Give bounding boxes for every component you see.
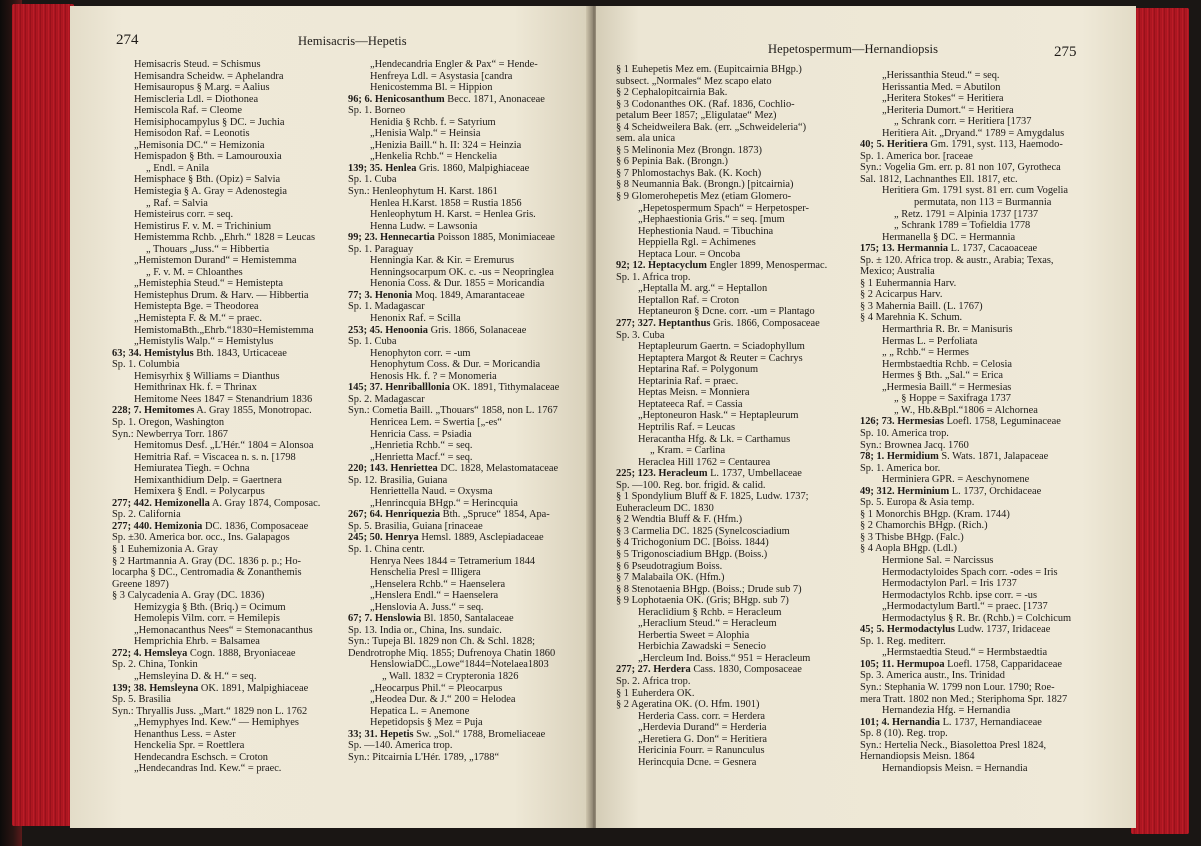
entry-line: Henleophytum H. Karst. = Henlea Gris. xyxy=(370,209,536,221)
entry-line: „Hepetospermum Spach“ = Herpetosper- xyxy=(638,202,809,214)
entry-line: „Henrincquia BHgp.“ = Herincquia xyxy=(370,497,518,509)
entry-line: Henricea Lem. = Swertia [„-es“ xyxy=(370,416,502,428)
entry-line: Henckelia Spr. = Roettlera xyxy=(134,740,245,752)
entry-line: „ Retz. 1791 = Alpinia 1737 [1737 xyxy=(894,208,1039,220)
entry-line: Sp. 5. Brasilia, Guiana [rinaceae xyxy=(348,520,483,532)
genus-entry-heading: 277; 442. Hemizonella A. Gray 1874, Composac. xyxy=(112,497,321,509)
entry-line: Hermodactylon Parl. = Iris 1737 xyxy=(882,578,1017,590)
entry-line: „Hemistephia Steud.“ = Hemistepta xyxy=(134,278,283,290)
entry-line: Herbichia Zawadski = Senecio xyxy=(638,641,766,653)
entry-line: „ Schrank 1789 = Tofieldia 1778 xyxy=(894,220,1031,232)
entry-line: Sp. —100. Reg. bor. frigid. & calid. xyxy=(616,479,766,491)
genus-entry-heading: 99; 23. Hennecartia Poisson 1885, Monimiaceae xyxy=(348,232,555,244)
entry-line: „ Thouars „Juss.“ = Hibbertia xyxy=(146,243,270,255)
entry-line: „Hemistemon Durand“ = Hemistemma xyxy=(134,255,297,267)
entry-line: Hemisandra Scheidw. = Aphelandra xyxy=(134,70,284,82)
left-page xyxy=(70,6,592,828)
entry-line: Hemistemma Rchb. „Ehrh.“ 1828 = Leucas xyxy=(134,232,316,244)
entry-line: Hemisacris Steud. = Schismus xyxy=(134,59,261,70)
entry-line: Sp. 1. Oregon, Washington xyxy=(112,416,225,428)
entry-line: „ Schrank corr. = Heritiera [1737 xyxy=(894,116,1032,128)
entry-line: Heraclidium § Rchb. = Heracleum xyxy=(638,606,782,618)
entry-line: § 2 Cephalopitcairnia Bak. xyxy=(616,87,728,99)
entry-line: Henriettella Naud. = Oxysma xyxy=(370,486,493,498)
right-column-1 xyxy=(616,64,866,768)
entry-line: „Heraclium Steud.“ = Heracleum xyxy=(638,618,777,630)
entry-line: Hephestionia Naud. = Tibuchina xyxy=(638,225,774,237)
entry-line: Herderia Cass. corr. = Herdera xyxy=(638,710,766,722)
genus-entry-heading: 63; 34. Hemistylus Bth. 1843, Urticaceae xyxy=(112,347,287,359)
entry-line: Henningsocarpum OK. c. -us = Neopringlea xyxy=(370,266,554,278)
entry-line: Henonia Coss. & Dur. 1855 = Moricandia xyxy=(370,278,545,290)
genus-entry-heading: 101; 4. Hernandia L. 1737, Hernandiaceae xyxy=(860,716,1042,728)
entry-line: „Herdevia Durand“ = Herderia xyxy=(638,722,767,734)
entry-line: „Heptalla M. arg.“ = Heptallon xyxy=(638,283,768,295)
entry-line: Henicostemma Bl. = Hippion xyxy=(370,82,493,94)
entry-line: Hermodactylos Rchb. ipse corr. = -us xyxy=(882,589,1038,601)
entry-line: Hernandiopsis Meisn. 1864 xyxy=(860,751,975,763)
entry-line: „ Wall. 1832 = Crypteronia 1826 xyxy=(382,670,519,682)
entry-line: Hemizygia § Bth. (Briq.) = Ocimum xyxy=(134,601,286,613)
entry-line: subsect. „Normales“ Mez scapo elato xyxy=(616,75,772,87)
entry-line: § 6 Pepinia Bak. (Brongn.) xyxy=(616,156,728,168)
entry-line: Sp. 2. Africa trop. xyxy=(616,675,691,687)
entry-line: mera Tratt. 1802 non Med.; Steriphoma Spr. 1827 xyxy=(860,693,1068,705)
running-head: Hemisacris—Hepetis xyxy=(298,34,407,48)
entry-line: § 2 Wendtia Bluff & F. (Hfm.) xyxy=(616,514,743,526)
entry-line: „ W., Hb.&Bpl.“1806 = Alchornea xyxy=(894,404,1038,416)
entry-line: Heptaneuron § Dcne. corr. -um = Plantago xyxy=(638,306,815,318)
entry-line: locarpha § DC., Centromadia & Zonanthemis xyxy=(112,567,302,579)
entry-line: § 2 Acicarpus Harv. xyxy=(860,289,943,301)
entry-line: „ § Hoppe = Saxifraga 1737 xyxy=(894,393,1011,405)
entry-line: Syn.: Hertelia Neck., Biasolettoa Presl 1824, xyxy=(860,739,1047,751)
entry-line: Hemistepta Bge. = Theodorea xyxy=(134,301,259,313)
page-edges-right xyxy=(1131,8,1189,834)
entry-line: Heptarinia Raf. = praec. xyxy=(638,375,739,387)
genus-entry-heading: 175; 13. Hermannia L. 1737, Cacaoaceae xyxy=(860,243,1038,255)
entry-line: Heraclea Hill 1762 = Centaurea xyxy=(638,456,771,468)
genus-entry-heading: 272; 4. Hemsleya Cogn. 1888, Bryoniaceae xyxy=(112,647,296,659)
entry-line: § 3 Mahernia Baill. (L. 1767) xyxy=(860,300,983,312)
entry-line: Hermbstaedtia Rchb. = Celosia xyxy=(882,358,1012,370)
entry-line: „Herissanthia Steud.“ = seq. xyxy=(882,70,1000,81)
entry-line: „Henizia Baill.“ h. II: 324 = Heinzia xyxy=(370,139,522,151)
entry-line: „Hemistylis Walp.“ = Hemistylus xyxy=(134,336,274,348)
entry-line: Hemisauropus § M.arg. = Aalius xyxy=(134,82,270,94)
genus-entry-heading: 77; 3. Henonia Moq. 1849, Amarantaceae xyxy=(348,289,525,301)
entry-line: Henanthus Less. = Aster xyxy=(134,728,236,740)
entry-line: Sp. 1. Cuba xyxy=(348,336,397,348)
entry-line: Hemiscola Raf. = Cleome xyxy=(134,105,243,117)
entry-line: Henningia Kar. & Kir. = Eremurus xyxy=(370,255,515,267)
entry-line: Hernandezia Hfg. = Hernandia xyxy=(882,705,1011,717)
entry-line: Syn.: Thryallis Juss. „Mart.“ 1829 non L. 1762 xyxy=(112,705,308,717)
genus-entry-heading: 105; 11. Hermupoa Loefl. 1758, Capparidaceae xyxy=(860,658,1062,670)
entry-line: § 1 Monorchis BHgp. (Kram. 1744) xyxy=(860,508,1010,520)
entry-line: Hernandiopsis Meisn. = Hernandia xyxy=(882,762,1028,774)
entry-line: Hermes § Bth. „Sal.“ = Erica xyxy=(882,370,1003,382)
entry-line: § 5 Melinonia Mez (Brongn. 1873) xyxy=(616,144,763,156)
entry-line: § 7 Malabaila OK. (Hfm.) xyxy=(616,572,725,584)
entry-line: Hepetidopsis § Mez = Puja xyxy=(370,717,483,729)
genus-entry-heading: 78; 1. Hermidium S. Wats. 1871, Jalapaceae xyxy=(860,451,1049,463)
entry-line: Hemisyrhix § Williams = Dianthus xyxy=(134,370,280,382)
entry-line: „Heocarpus Phil.“ = Pleocarpus xyxy=(370,682,503,694)
genus-entry-heading: 228; 7. Hemitomes A. Gray 1855, Monotropac. xyxy=(112,405,312,417)
entry-line: Heptas Meisn. = Monniera xyxy=(638,387,750,399)
running-head: Hepetospermum—Hernandiopsis xyxy=(768,42,939,56)
entry-line: Henrya Nees 1844 = Tetramerium 1844 xyxy=(370,555,536,567)
page-number: 274 xyxy=(116,32,139,48)
entry-line: Heppiella Rgl. = Achimenes xyxy=(638,237,756,249)
entry-line: Sp. 2. China, Tonkin xyxy=(112,659,198,671)
entry-line: „Heriteria Dumort.“ = Heritiera xyxy=(882,104,1014,116)
entry-line: § 7 Phlomostachys Bak. (K. Koch) xyxy=(616,167,762,179)
entry-line: Sp. 5. Brasilia xyxy=(112,694,171,706)
entry-line: Heptaca Lour. = Oncoba xyxy=(638,248,741,260)
entry-line: Syn.: Stephania W. 1799 non Lour. 1790; Roe- xyxy=(860,681,1055,693)
entry-line: Henophytum Coss. & Dur. = Moricandia xyxy=(370,359,541,371)
entry-line: § 3 Codonanthes OK. (Raf. 1836, Cochlio- xyxy=(616,98,795,110)
genus-entry-heading: 67; 7. Henslowia Bl. 1850, Santalaceae xyxy=(348,613,514,625)
entry-line: Sp. ± 120. Africa trop. & austr., Arabia; Texas, xyxy=(860,254,1054,266)
entry-line: Sal. 1812, Lachnanthes Ell. 1817, etc. xyxy=(860,173,1018,185)
genus-entry-heading: 277; 440. Hemizonia DC. 1836, Composaceae xyxy=(112,520,309,532)
entry-line: „Hermstaedtia Steud.“ = Hermbstaedtia xyxy=(882,647,1048,659)
entry-line: „Hemonacanthus Nees“ = Stemonacanthus xyxy=(134,624,313,636)
entry-line: § 9 Glomerohepetis Mez (etiam Glomero- xyxy=(616,191,792,203)
entry-line: Sp. 1. Madagascar xyxy=(348,301,425,313)
entry-line: Herissantia Med. = Abutilon xyxy=(882,81,1001,93)
entry-line: Sp. 1. Reg. mediterr. xyxy=(860,635,946,647)
entry-line: Sp. 1. Paraguay xyxy=(348,243,414,255)
entry-line: Dendrotrophe Miq. 1855; Dufrenoya Chatin 1860 xyxy=(348,647,556,659)
entry-line: Heptaptera Margot & Reuter = Cachrys xyxy=(638,352,803,364)
entry-line: Sp. 3. America austr., Ins. Trinidad xyxy=(860,670,1005,682)
entry-line: „Henisia Walp.“ = Heinsia xyxy=(370,128,481,140)
genus-entry-heading: 45; 5. Hermodactylus Ludw. 1737, Iridaceae xyxy=(860,624,1051,636)
entry-line: § 3 Carmelia DC. 1825 (Synelcosciadium xyxy=(616,525,790,537)
entry-line: Hermarthria R. Br. = Manisuris xyxy=(882,324,1013,336)
genus-entry-heading: 277; 327. Heptanthus Gris. 1866, Composaceae xyxy=(616,318,820,330)
entry-line: „ F. v. M. = Chloanthes xyxy=(146,266,243,278)
entry-line: Syn.: Newberrya Torr. 1867 xyxy=(112,428,228,440)
entry-line: Hendecandra Eschsch. = Croton xyxy=(134,751,268,763)
left-column-2 xyxy=(348,59,580,763)
genus-entry-heading: 126; 73. Hermesias Loefl. 1758, Leguminaceae xyxy=(860,416,1061,428)
entry-line: Syn.: Cometia Baill. „Thouars“ 1858, non L. 1767 xyxy=(348,405,558,417)
entry-line: § 2 Chamorchis BHgp. (Rich.) xyxy=(860,520,988,532)
entry-line: Heptapleurum Gaertn. = Sciadophyllum xyxy=(638,341,805,353)
genus-entry-heading: 245; 50. Henrya Hemsl. 1889, Asclepiadaceae xyxy=(348,532,544,544)
entry-line: § 1 Euhemizonia A. Gray xyxy=(112,543,218,555)
entry-line: § 1 Euhepetis Mez em. (Eupitcairnia BHgp.) xyxy=(616,64,802,75)
entry-line: „Hemisonia DC.“ = Hemizonia xyxy=(134,139,265,151)
entry-line: Hemolepis Vilm. corr. = Hemilepis xyxy=(134,613,280,625)
entry-line: Hemisteirus corr. = seq. xyxy=(134,209,234,221)
entry-line: Henonix Raf. = Scilla xyxy=(370,313,461,325)
entry-line: „Hemsleyina D. & H.“ = seq. xyxy=(134,670,257,682)
entry-line: Henricia Cass. = Psiadia xyxy=(370,428,472,440)
genus-entry-heading: 139; 35. Henlea Gris. 1860, Malpighiaceae xyxy=(348,162,530,174)
entry-line: Mexico; Australia xyxy=(860,266,935,278)
entry-line: „ Kram. = Carlina xyxy=(650,445,726,457)
entry-line: Syn.: Brownea Jacq. 1760 xyxy=(860,439,969,451)
entry-line: Herbertia Sweet = Alophia xyxy=(638,629,750,641)
entry-line: „Henslovia A. Juss.“ = seq. xyxy=(370,601,484,613)
entry-line: Hemistirus F. v. M. = Trichinium xyxy=(134,220,272,232)
entry-line: „Hephaestionia Gris.“ = seq. [mum xyxy=(638,214,785,226)
entry-line: Sp. 1. Columbia xyxy=(112,359,180,371)
page-number: 275 xyxy=(1054,44,1077,60)
entry-line: Sp. 10. America trop. xyxy=(860,427,949,439)
entry-line: Sp. 2. Madagascar xyxy=(348,393,425,405)
entry-line: § 3 Thisbe BHgp. (Falc.) xyxy=(860,531,964,543)
genus-entry-heading: 277; 27. Herdera Cass. 1830, Composaceae xyxy=(616,664,802,676)
entry-line: Hericinia Fourr. = Ranunculus xyxy=(638,745,765,757)
entry-line: permutata, non 113 = Burmannia xyxy=(914,197,1052,209)
entry-line: „Hermesia Baill.“ = Hermesias xyxy=(882,381,1012,393)
entry-line: Henosis Hk. f. ? = Monomeria xyxy=(370,370,497,382)
entry-line: Sp. 5. Europa & Asia temp. xyxy=(860,497,975,509)
entry-line: HemistomaBth.„Ehrb.“1830=Hemistemma xyxy=(134,324,314,336)
entry-line: § 6 Pseudotragium Boiss. xyxy=(616,560,723,572)
genus-entry-heading: 96; 6. Henicosanthum Becc. 1871, Anonaceae xyxy=(348,93,545,105)
entry-line: Hemiscleria Ldl. = Diothonea xyxy=(134,93,259,105)
entry-line: Heptarina Raf. = Polygonum xyxy=(638,364,759,376)
entry-line: Hemitria Raf. = Viscacea n. s. n. [1798 xyxy=(134,451,296,463)
entry-line: Henlea H.Karst. 1858 = Rustia 1856 xyxy=(370,197,522,209)
entry-line: Hemispadon § Bth. = Lamourouxia xyxy=(134,151,282,163)
entry-line: „Heodea Dur. & J.“ 200 = Helodea xyxy=(370,694,516,706)
entry-line: Euheracleum DC. 1830 xyxy=(616,502,714,514)
genus-entry-heading: 145; 37. Henriballlonia OK. 1891, Tithymalaceae xyxy=(348,382,560,394)
entry-line: Henna Ludw. = Lawsonia xyxy=(370,220,478,232)
entry-line: Herminiera GPR. = Aeschynomene xyxy=(882,474,1030,486)
entry-line: Syn.: Tupeja Bl. 1829 non Ch. & Schl. 1828; xyxy=(348,636,536,648)
entry-line: „Heretiera G. Don“ = Heritiera xyxy=(638,733,768,745)
entry-line: Henfreya Ldl. = Asystasia [candra xyxy=(370,70,513,82)
entry-line: § 1 Spondylium Bluff & F. 1825, Ludw. 1737; xyxy=(616,491,809,503)
entry-line: HenslowiaDC.„Lowe“1844=Notelaea1803 xyxy=(370,659,549,671)
entry-line: § 2 Hartmannia A. Gray (DC. 1836 p. p.; Ho- xyxy=(112,555,302,567)
entry-line: Syn.: Vogelia Gm. err. p. 81 non 107, Gyrotheca xyxy=(860,162,1061,174)
entry-line: Hemistephus Drum. & Harv. — Hibbertia xyxy=(134,289,309,301)
entry-line: § 2 Ageratina OK. (O. Hfm. 1901) xyxy=(616,699,760,711)
entry-line: Syn.: Pitcairnia L'Hér. 1789, „1788“ xyxy=(348,751,500,763)
genus-entry-heading: 92; 12. Heptacyclum Engler 1899, Menospermac. xyxy=(616,260,828,272)
entry-line: Sp. 3. Cuba xyxy=(616,329,665,341)
entry-line: Hemixanthidium Delp. = Gaertnera xyxy=(134,474,282,486)
entry-line: § 4 Marehnia K. Schum. xyxy=(860,312,963,324)
entry-line: Heptrilis Raf. = Leucas xyxy=(638,421,736,433)
entry-line: sem. ala unica xyxy=(616,133,676,145)
entry-line: „Heritera Stokes“ = Heritiera xyxy=(882,93,1004,105)
entry-line: „Henkelia Rchb.“ = Henckelia xyxy=(370,151,498,163)
entry-line: petalum Beer 1857; „Eligulatae“ Mez) xyxy=(616,110,777,122)
entry-line: § 3 Calycadenia A. Gray (DC. 1836) xyxy=(112,590,265,602)
entry-line: Hemiuratea Tiegh. = Ochna xyxy=(134,463,250,475)
entry-line: „Henrietia Rchb.“ = seq. xyxy=(370,440,473,452)
entry-line: Henophyton corr. = -um xyxy=(370,347,471,359)
entry-line: Hemithrinax Hk. f. = Thrinax xyxy=(134,382,257,394)
entry-line: Sp. 1. Cuba xyxy=(348,174,397,186)
right-column-2 xyxy=(860,70,1114,774)
entry-line: „Hemyphyes Ind. Kew.“ — Hemiphyes xyxy=(134,717,299,729)
entry-line: Hermodactyloides Spach corr. -odes = Iris xyxy=(882,566,1058,578)
entry-line: § 8 Stenotaenia BHgp. (Boiss.; Drude sub 7) xyxy=(616,583,802,595)
entry-line: „Henselera Rchb.“ = Haenselera xyxy=(370,578,506,590)
entry-line: § 1 Euherdera OK. xyxy=(616,687,695,699)
entry-line: Heritiera Ait. „Dryand.“ 1789 = Amygdalus xyxy=(882,127,1065,139)
entry-line: „Hemistepta F. & M.“ = praec. xyxy=(134,313,262,325)
entry-line: „Henslera Endl.“ = Haenselera xyxy=(370,590,499,602)
entry-line: Hemistegia § A. Gray = Adenostegia xyxy=(134,186,288,198)
entry-line: Sp. 1. America bor. [raceae xyxy=(860,150,973,162)
entry-line: Hemisodon Raf. = Leonotis xyxy=(134,128,250,140)
entry-line: Sp. 2. California xyxy=(112,509,181,521)
entry-line: Hemprichia Ehrb. = Balsamea xyxy=(134,636,260,648)
genus-entry-heading: 49; 312. Herminium L. 1737, Orchidaceae xyxy=(860,485,1042,497)
entry-line: „ Raf. = Salvia xyxy=(146,197,208,209)
genus-entry-heading: 253; 45. Henoonia Gris. 1866, Solanaceae xyxy=(348,324,527,336)
genus-entry-heading: 139; 38. Hemsleyna OK. 1891, Malpighiaceae xyxy=(112,682,309,694)
genus-entry-heading: 220; 143. Henriettea DC. 1828, Melastomataceae xyxy=(348,463,559,475)
entry-line: Hermodactylus § R. Br. (Rchb.) = Colchicum xyxy=(882,612,1072,624)
genus-entry-heading: 267; 64. Henriquezia Bth. „Spruce“ 1854, Apa- xyxy=(348,509,550,521)
page-edges-left xyxy=(12,4,74,826)
entry-line: § 9 Lophotaenia OK. (Gris; BHgp. sub 7) xyxy=(616,595,789,607)
entry-line: Henschelia Presl = Illigera xyxy=(370,567,481,579)
entry-line: Sp. 8 (10). Reg. trop. xyxy=(860,728,948,740)
entry-line: Sp. 12. Brasilia, Guiana xyxy=(348,474,448,486)
genus-entry-heading: 225; 123. Heracleum L. 1737, Umbellaceae xyxy=(616,468,802,480)
entry-line: Sp. 1. Borneo xyxy=(348,105,406,117)
entry-line: § 8 Neumannia Bak. (Brongn.) [pitcairnia) xyxy=(616,179,794,191)
entry-line: Greene 1897) xyxy=(112,578,169,590)
left-column-1 xyxy=(112,59,344,775)
genus-entry-heading: 40; 5. Heritiera Gm. 1791, syst. 113, Haemodo- xyxy=(860,139,1063,151)
genus-entry-heading: 33; 31. Hepetis Sw. „Sol.“ 1788, Bromeliaceae xyxy=(348,728,546,740)
entry-line: „ „ Rchb.“ = Hermes xyxy=(882,347,969,359)
entry-line: „Hermodactylum Bartl.“ = praec. [1737 xyxy=(882,601,1048,613)
entry-line: Hemitome Nees 1847 = Stenandrium 1836 xyxy=(134,393,313,405)
entry-line: Sp. 1. Africa trop. xyxy=(616,271,691,283)
right-page xyxy=(596,6,1136,828)
entry-line: Henidia § Rchb. f. = Satyrium xyxy=(370,116,496,128)
entry-line: Hemisiphocampylus § DC. = Juchia xyxy=(134,116,285,128)
entry-line: Heptallon Raf. = Croton xyxy=(638,294,740,306)
entry-line: Hermione Sal. = Narcissus xyxy=(882,554,994,566)
entry-line: „Hendecandria Engler & Pax“ = Hende- xyxy=(370,59,538,70)
entry-line: Hemixera § Endl. = Polycarpus xyxy=(134,486,265,498)
entry-line: Sp. 1. America bor. xyxy=(860,462,941,474)
entry-line: „ Endl. = Anila xyxy=(146,162,209,174)
entry-line: § 4 Trichogonium DC. [Boiss. 1844) xyxy=(616,537,769,549)
entry-line: Sp. ±30. America bor. occ., Ins. Galapagos xyxy=(112,532,290,544)
entry-line: § 1 Euhermannia Harv. xyxy=(860,277,957,289)
entry-line: § 4 Scheidweilera Bak. (err. „Schweideleria“) xyxy=(616,121,807,133)
entry-line: Herincquia Dcne. = Gesnera xyxy=(638,756,757,768)
entry-line: „Henrietta Macf.“ = seq. xyxy=(370,451,473,463)
entry-line: „Hendecandras Ind. Kew.“ = praec. xyxy=(134,763,282,775)
entry-line: Hermas L. = Perfoliata xyxy=(882,335,978,347)
entry-line: Sp. —140. America trop. xyxy=(348,740,453,752)
entry-line: „Hercleum Ind. Boiss.“ 951 = Heracleum xyxy=(638,652,811,664)
entry-line: Hepatica L. = Anemone xyxy=(370,705,470,717)
entry-line: Hemitomus Desf. „L'Hér.“ 1804 = Alonsoa xyxy=(134,440,314,452)
entry-line: Heptateeca Raf. = Cassia xyxy=(638,398,743,410)
entry-line: Hermanella § DC. = Hermannia xyxy=(882,231,1016,243)
entry-line: Hemisphace § Bth. (Opiz) = Salvia xyxy=(134,174,281,186)
entry-line: Heracantha Hfg. & Lk. = Carthamus xyxy=(638,433,791,445)
entry-line: Sp. 13. India or., China, Ins. sundaic. xyxy=(348,624,502,636)
entry-line: § 4 Aopla BHgp. (Ldl.) xyxy=(860,543,957,555)
entry-line: „Heptoneuron Hask.“ = Heptapleurum xyxy=(638,410,799,422)
entry-line: Sp. 1. China centr. xyxy=(348,543,425,555)
entry-line: § 5 Trigonosciadium BHgp. (Boiss.) xyxy=(616,548,768,560)
entry-line: Heritiera Gm. 1791 syst. 81 err. cum Vogelia xyxy=(882,185,1069,197)
entry-line: Syn.: Henleophytum H. Karst. 1861 xyxy=(348,186,498,198)
